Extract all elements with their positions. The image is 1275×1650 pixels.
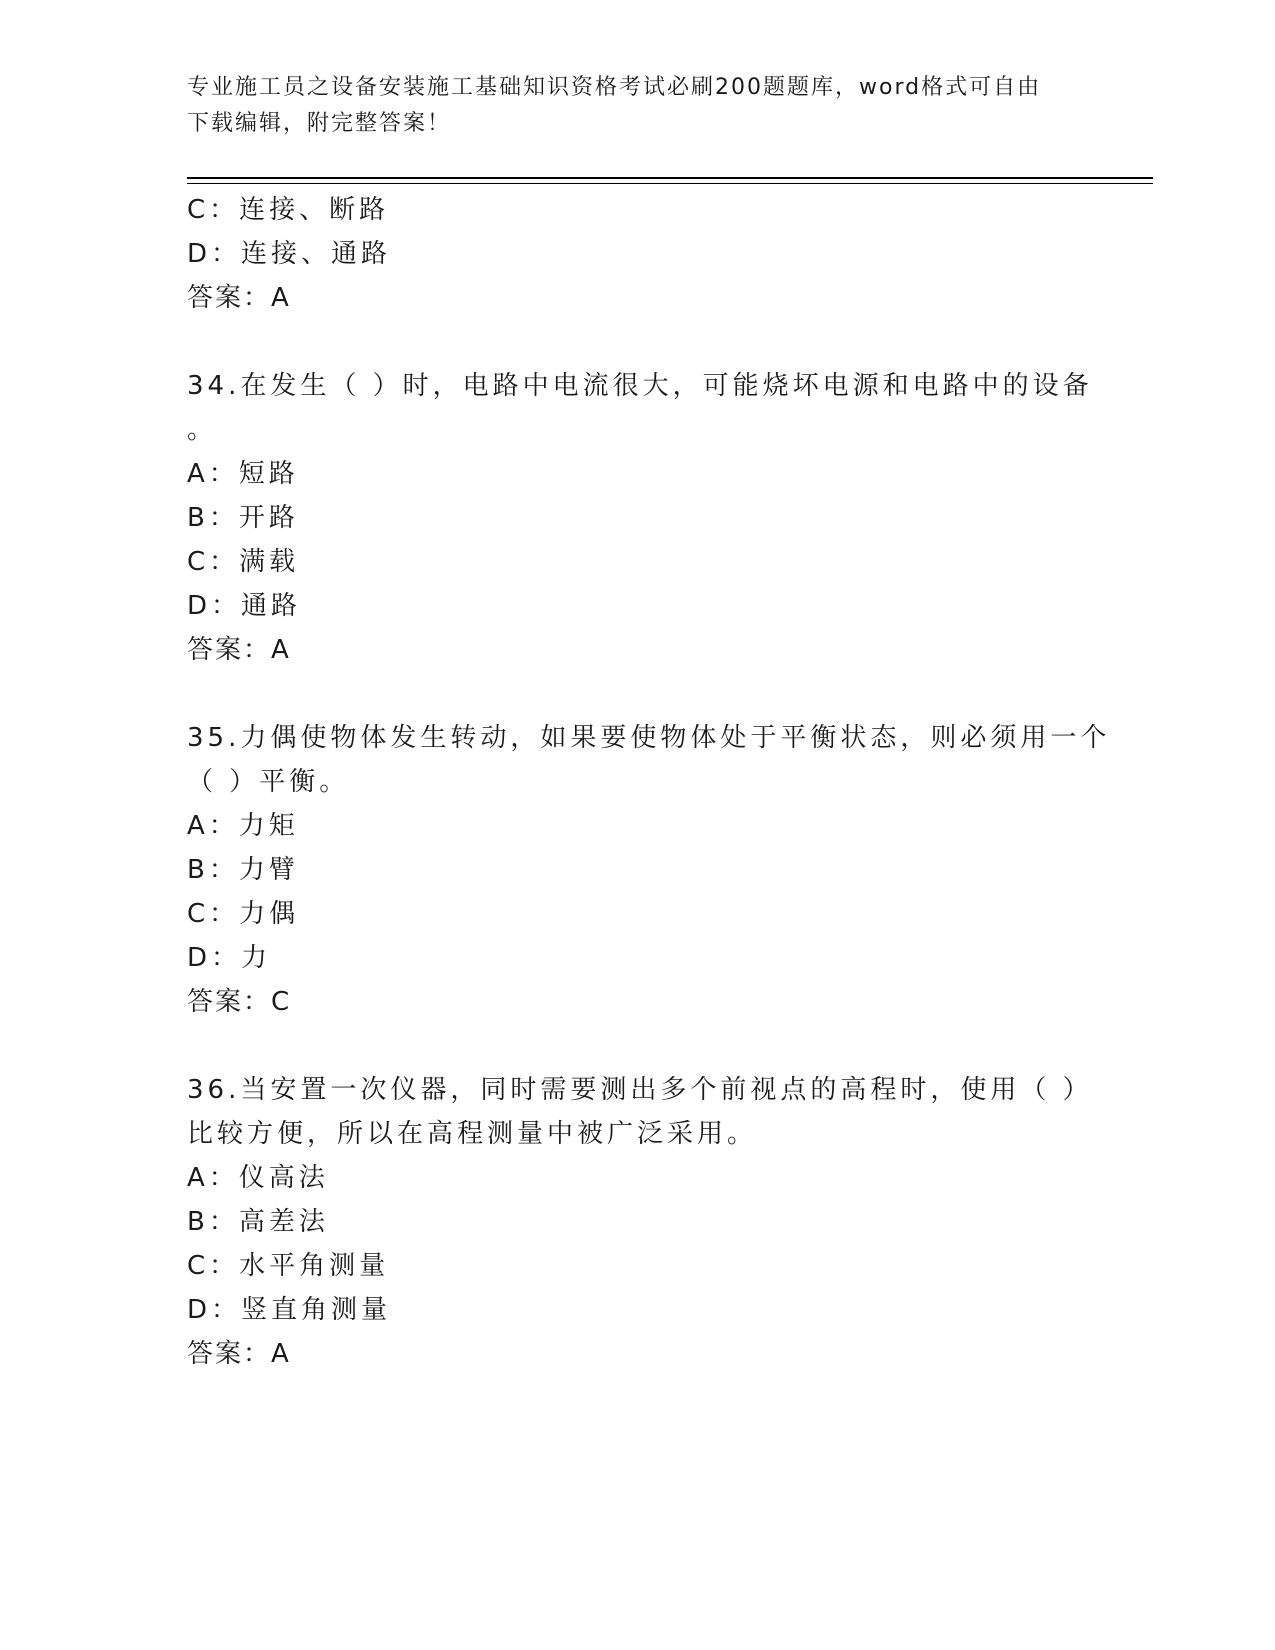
q35-option-a: A：力矩 xyxy=(187,811,299,841)
q35-option-c: C：力偶 xyxy=(187,899,300,929)
q33-answer: 答案：A xyxy=(187,283,291,313)
q33-option-c: C：连接、断路 xyxy=(187,195,390,225)
header-line-1: 专业施工员之设备安装施工基础知识资格考试必刷200题题库，word格式可自由 xyxy=(187,75,1042,100)
q36-stem-line-2: 比较方便，所以在高程测量中被广泛采用。 xyxy=(187,1119,758,1149)
q36-option-b: B：高差法 xyxy=(187,1207,329,1237)
q35-answer: 答案：C xyxy=(187,987,292,1017)
q34-answer: 答案：A xyxy=(187,635,291,665)
document-header xyxy=(187,70,1067,142)
header-rule-thick xyxy=(187,177,1153,179)
header-line-2: 下载编辑，附完整答案！ xyxy=(187,111,452,136)
q34-option-a: A：短路 xyxy=(187,459,299,489)
q34-stem-line-2: 。 xyxy=(187,415,218,445)
q34-stem-line-1: 34.在发生（ ）时，电路中电流很大，可能烧坏电源和电路中的设备 xyxy=(187,371,1093,401)
q36-option-c: C：水平角测量 xyxy=(187,1251,390,1281)
q36-stem-line-1: 36.当安置一次仪器，同时需要测出多个前视点的高程时，使用（ ） xyxy=(187,1075,1093,1105)
q35-stem-line-1: 35.力偶使物体发生转动，如果要使物体处于平衡状态，则必须用一个 xyxy=(187,723,1111,753)
q36-answer: 答案：A xyxy=(187,1339,291,1369)
q36-option-d: D：竖直角测量 xyxy=(187,1295,392,1325)
q35-option-d: D：力 xyxy=(187,943,272,973)
q33-option-d: D：连接、通路 xyxy=(187,239,392,269)
q35-stem-line-2: （ ）平衡。 xyxy=(187,767,350,797)
q36-option-a: A：仪高法 xyxy=(187,1163,329,1193)
q35-option-b: B：力臂 xyxy=(187,855,299,885)
q34-option-c: C：满载 xyxy=(187,547,300,577)
q34-option-b: B：开路 xyxy=(187,503,299,533)
q34-option-d: D：通路 xyxy=(187,591,302,621)
header-rule-thin xyxy=(187,183,1153,184)
